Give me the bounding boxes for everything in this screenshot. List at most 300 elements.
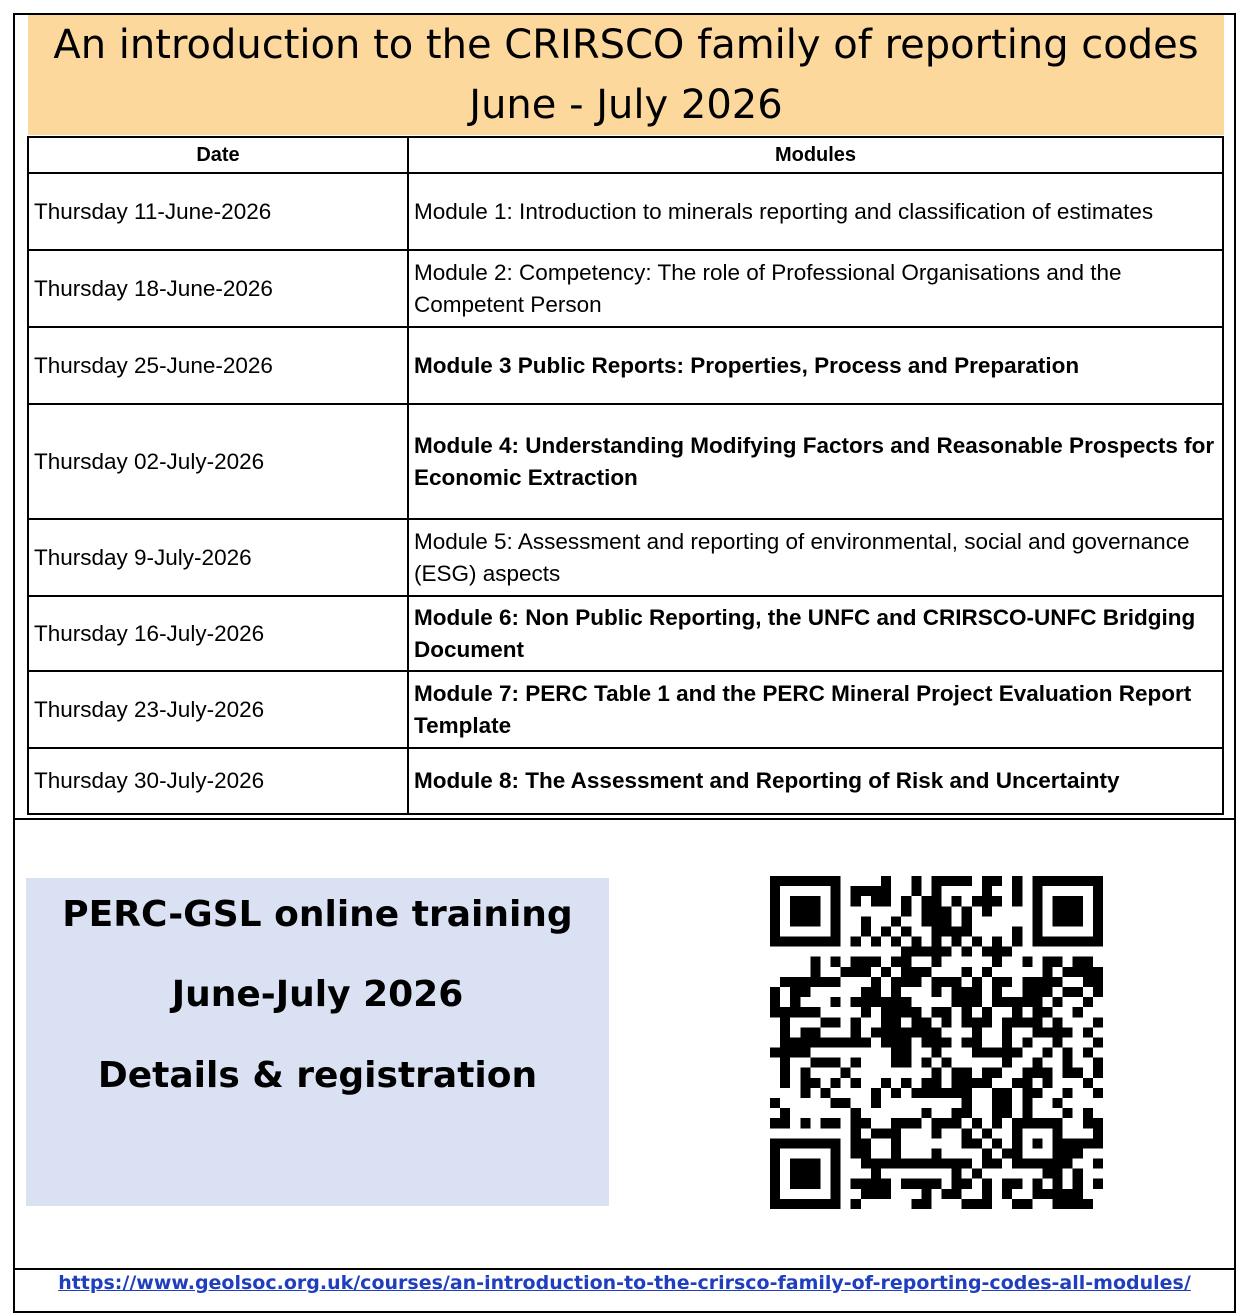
qr-module xyxy=(831,906,841,916)
qr-module xyxy=(820,1138,830,1148)
qr-module xyxy=(810,1037,820,1047)
qr-module xyxy=(1032,1068,1042,1078)
qr-module xyxy=(851,957,861,967)
qr-module xyxy=(931,947,941,957)
qr-module xyxy=(790,1159,800,1169)
qr-module xyxy=(901,967,911,977)
qr-module xyxy=(1093,896,1103,906)
qr-module xyxy=(962,1159,972,1169)
qr-module xyxy=(1053,896,1063,906)
section-divider xyxy=(13,818,1236,820)
qr-module xyxy=(831,977,841,987)
qr-module xyxy=(800,1169,810,1179)
qr-module xyxy=(1073,957,1083,967)
qr-module xyxy=(911,886,921,896)
qr-module xyxy=(790,987,800,997)
qr-module xyxy=(1093,1058,1103,1068)
qr-module xyxy=(1032,896,1042,906)
qr-module xyxy=(1053,977,1063,987)
qr-module xyxy=(891,1007,901,1017)
qr-module xyxy=(1012,997,1022,1007)
qr-module xyxy=(1042,876,1052,886)
qr-module xyxy=(921,1159,931,1169)
qr-module xyxy=(1002,1148,1012,1158)
qr-module xyxy=(1012,1138,1022,1148)
qr-module xyxy=(831,957,841,967)
qr-module xyxy=(1002,1037,1012,1047)
qr-module xyxy=(800,937,810,947)
qr-module xyxy=(820,977,830,987)
qr-module xyxy=(1022,1068,1032,1078)
qr-module xyxy=(962,987,972,997)
qr-module xyxy=(1012,1199,1022,1209)
qr-module xyxy=(810,1078,820,1088)
qr-module xyxy=(800,1078,810,1088)
qr-module xyxy=(901,1058,911,1068)
qr-module xyxy=(770,1118,780,1128)
qr-module xyxy=(962,906,972,916)
qr-module xyxy=(780,1118,790,1128)
qr-module xyxy=(770,1179,780,1189)
info-line-dates: June-July 2026 xyxy=(171,974,464,1015)
qr-module xyxy=(820,876,830,886)
qr-module xyxy=(770,1169,780,1179)
qr-module xyxy=(861,1007,871,1017)
qr-module xyxy=(1012,937,1022,947)
qr-module xyxy=(931,957,941,967)
qr-module xyxy=(901,997,911,1007)
qr-module xyxy=(841,1098,851,1108)
qr-module xyxy=(972,937,982,947)
qr-module xyxy=(790,876,800,886)
qr-module xyxy=(800,1007,810,1017)
qr-module xyxy=(1093,916,1103,926)
qr-module xyxy=(921,1189,931,1199)
qr-module xyxy=(952,1068,962,1078)
qr-module xyxy=(962,947,972,957)
qr-module xyxy=(881,1179,891,1189)
date-cell: Thursday 23-July-2026 xyxy=(28,671,408,748)
qr-module xyxy=(1042,1189,1052,1199)
footer-divider xyxy=(13,1268,1236,1270)
qr-module xyxy=(1053,1027,1063,1037)
qr-module xyxy=(1042,987,1052,997)
qr-module xyxy=(962,916,972,926)
qr-module xyxy=(810,1058,820,1068)
qr-module xyxy=(800,1088,810,1098)
qr-module xyxy=(800,1199,810,1209)
qr-module xyxy=(972,1169,982,1179)
qr-module xyxy=(810,957,820,967)
qr-module xyxy=(1012,1148,1022,1158)
qr-module xyxy=(992,957,1002,967)
qr-module xyxy=(851,1108,861,1118)
qr-module xyxy=(1083,1199,1093,1209)
qr-module xyxy=(1063,1027,1073,1037)
qr-module xyxy=(942,1189,952,1199)
qr-module xyxy=(982,886,992,896)
qr-module xyxy=(1053,916,1063,926)
qr-module xyxy=(780,1078,790,1088)
qr-module xyxy=(952,987,962,997)
qr-module xyxy=(962,1068,972,1078)
qr-module xyxy=(921,1017,931,1027)
qr-module xyxy=(1063,896,1073,906)
qr-module xyxy=(1053,1148,1063,1158)
qr-module xyxy=(982,1078,992,1088)
qr-module xyxy=(881,926,891,936)
qr-module xyxy=(1042,1169,1052,1179)
qr-module xyxy=(921,896,931,906)
table-row xyxy=(28,671,1223,748)
qr-module xyxy=(770,1098,780,1108)
qr-module xyxy=(770,1148,780,1158)
qr-module xyxy=(1053,1169,1063,1179)
qr-module xyxy=(931,1037,941,1047)
qr-module xyxy=(1063,1159,1073,1169)
qr-module xyxy=(871,997,881,1007)
qr-module xyxy=(1042,977,1052,987)
registration-link[interactable]: https://www.geolsoc.org.uk/courses/an-introduction-to-the-crirsco-family-of-reporting-codes-all-modules/ xyxy=(58,1272,1191,1294)
course-title: An introduction to the CRIRSCO family of reporting codes xyxy=(53,22,1199,68)
qr-module xyxy=(851,1078,861,1088)
qr-module xyxy=(1063,1108,1073,1118)
qr-module xyxy=(1012,1179,1022,1189)
qr-module xyxy=(810,1169,820,1179)
qr-module xyxy=(891,1118,901,1128)
qr-module xyxy=(1022,1098,1032,1108)
qr-module xyxy=(1093,937,1103,947)
qr-module xyxy=(780,1068,790,1078)
qr-module xyxy=(820,1017,830,1027)
qr-module xyxy=(931,937,941,947)
qr-module xyxy=(972,1199,982,1209)
qr-module xyxy=(1093,1017,1103,1027)
qr-module xyxy=(1012,1048,1022,1058)
qr-module xyxy=(952,937,962,947)
qr-module xyxy=(911,1007,921,1017)
qr-module xyxy=(942,916,952,926)
qr-module xyxy=(1022,957,1032,967)
qr-module xyxy=(952,1179,962,1189)
qr-module xyxy=(942,1007,952,1017)
date-cell: Thursday 30-July-2026 xyxy=(28,748,408,814)
qr-module xyxy=(1022,1088,1032,1098)
qr-module xyxy=(820,1058,830,1068)
qr-module xyxy=(1083,1078,1093,1088)
qr-module xyxy=(861,987,871,997)
qr-module xyxy=(790,916,800,926)
qr-module xyxy=(831,1159,841,1169)
qr-module xyxy=(972,1138,982,1148)
qr-module xyxy=(861,997,871,1007)
qr-module xyxy=(1093,1068,1103,1078)
qr-module xyxy=(931,1088,941,1098)
qr-module xyxy=(1032,876,1042,886)
qr-module xyxy=(992,1118,1002,1128)
qr-module xyxy=(1022,1199,1032,1209)
qr-module xyxy=(992,1088,1002,1098)
qr-module xyxy=(931,916,941,926)
qr-module xyxy=(1032,906,1042,916)
qr-module xyxy=(1083,937,1093,947)
table-row xyxy=(28,250,1223,327)
qr-module xyxy=(881,876,891,886)
qr-module xyxy=(1063,987,1073,997)
qr-module xyxy=(1002,1179,1012,1189)
table-row xyxy=(28,173,1223,250)
qr-module xyxy=(931,876,941,886)
qr-module xyxy=(891,987,901,997)
qr-module xyxy=(962,1108,972,1118)
qr-module xyxy=(800,977,810,987)
qr-module xyxy=(1032,977,1042,987)
qr-module xyxy=(790,1007,800,1017)
qr-module xyxy=(871,1128,881,1138)
qr-module xyxy=(861,916,871,926)
qr-module xyxy=(871,1159,881,1169)
qr-module xyxy=(921,1108,931,1118)
qr-module xyxy=(921,916,931,926)
qr-module xyxy=(1073,937,1083,947)
qr-module xyxy=(982,1017,992,1027)
qr-module xyxy=(871,987,881,997)
qr-module xyxy=(1073,916,1083,926)
qr-module xyxy=(800,1037,810,1047)
qr-module xyxy=(982,896,992,906)
qr-module xyxy=(780,1027,790,1037)
qr-module xyxy=(871,1169,881,1179)
qr-module xyxy=(921,1088,931,1098)
qr-module xyxy=(881,1189,891,1199)
qr-module xyxy=(962,1128,972,1138)
module-cell: Module 3 Public Reports: Properties, Process and Preparation xyxy=(408,327,1223,404)
qr-module xyxy=(952,1108,962,1118)
qr-module xyxy=(962,1098,972,1108)
qr-module xyxy=(992,977,1002,987)
qr-module xyxy=(962,997,972,1007)
qr-module xyxy=(1032,1058,1042,1068)
qr-module xyxy=(911,1017,921,1027)
qr-module xyxy=(972,987,982,997)
qr-module xyxy=(851,1118,861,1128)
qr-module xyxy=(810,1007,820,1017)
qr-module xyxy=(921,1199,931,1209)
qr-module xyxy=(982,1179,992,1189)
qr-module xyxy=(800,1179,810,1189)
qr-module xyxy=(780,977,790,987)
qr-module xyxy=(1032,1118,1042,1128)
modules-column-header: Modules xyxy=(408,137,1223,173)
qr-module xyxy=(780,1048,790,1058)
qr-module xyxy=(1002,1027,1012,1037)
qr-module xyxy=(1022,997,1032,1007)
qr-module xyxy=(962,1199,972,1209)
qr-module xyxy=(780,1007,790,1017)
qr-module xyxy=(992,896,1002,906)
qr-module xyxy=(891,1148,901,1158)
qr-module xyxy=(911,1118,921,1128)
qr-module xyxy=(780,1017,790,1027)
qr-module xyxy=(952,876,962,886)
qr-module xyxy=(851,967,861,977)
qr-module xyxy=(1093,977,1103,987)
qr-module xyxy=(1063,1138,1073,1148)
qr-module xyxy=(810,906,820,916)
qr-module xyxy=(770,997,780,1007)
qr-module xyxy=(770,906,780,916)
qr-module xyxy=(1073,906,1083,916)
qr-module xyxy=(881,967,891,977)
qr-module xyxy=(810,876,820,886)
qr-module xyxy=(921,947,931,957)
table-row xyxy=(28,596,1223,671)
module-cell: Module 1: Introduction to minerals reporting and classification of estimates xyxy=(408,173,1223,250)
qr-module xyxy=(861,967,871,977)
date-column-header: Date xyxy=(28,137,408,173)
qr-module xyxy=(1012,876,1022,886)
qr-module xyxy=(962,926,972,936)
qr-module xyxy=(841,1037,851,1047)
qr-module xyxy=(1073,1189,1083,1199)
qr-module xyxy=(1012,1078,1022,1088)
qr-module xyxy=(790,1199,800,1209)
qr-module xyxy=(851,896,861,906)
qr-module xyxy=(800,1048,810,1058)
qr-module xyxy=(1012,1159,1022,1169)
qr-module xyxy=(1053,997,1063,1007)
qr-module xyxy=(1073,876,1083,886)
qr-module xyxy=(952,1088,962,1098)
qr-module xyxy=(780,1199,790,1209)
qr-module xyxy=(901,1048,911,1058)
qr-module xyxy=(931,886,941,896)
qr-module xyxy=(1022,987,1032,997)
qr-module xyxy=(1053,1199,1063,1209)
qr-module xyxy=(770,937,780,947)
qr-module xyxy=(810,1179,820,1189)
qr-module xyxy=(1042,1159,1052,1169)
qr-module xyxy=(891,997,901,1007)
qr-module xyxy=(931,987,941,997)
module-cell: Module 2: Competency: The role of Professional Organisations and the Competent Person xyxy=(408,250,1223,327)
qr-module xyxy=(871,886,881,896)
qr-module xyxy=(1002,1189,1012,1199)
qr-module xyxy=(901,977,911,987)
qr-module xyxy=(871,1179,881,1189)
qr-module xyxy=(861,1159,871,1169)
qr-module xyxy=(952,1189,962,1199)
qr-module xyxy=(982,947,992,957)
qr-module xyxy=(921,1078,931,1088)
qr-module xyxy=(962,1179,972,1189)
qr-module xyxy=(901,906,911,916)
qr-module xyxy=(901,1179,911,1189)
module-cell: Module 7: PERC Table 1 and the PERC Mineral Project Evaluation Report Template xyxy=(408,671,1223,748)
qr-module xyxy=(982,1189,992,1199)
qr-module xyxy=(1063,1058,1073,1068)
qr-module xyxy=(911,1159,921,1169)
qr-module xyxy=(1053,1128,1063,1138)
qr-module xyxy=(861,926,871,936)
qr-module xyxy=(831,1037,841,1047)
qr-module xyxy=(1083,1108,1093,1118)
qr-module xyxy=(1063,967,1073,977)
qr-module xyxy=(901,926,911,936)
qr-module xyxy=(911,1027,921,1037)
module-cell: Module 5: Assessment and reporting of environmental, social and governance (ESG) aspects xyxy=(408,519,1223,596)
qr-module xyxy=(1012,1118,1022,1128)
qr-module xyxy=(851,1017,861,1027)
qr-module xyxy=(831,937,841,947)
qr-module xyxy=(891,1138,901,1148)
qr-module xyxy=(942,947,952,957)
qr-module xyxy=(1022,1108,1032,1118)
qr-module xyxy=(1073,1169,1083,1179)
qr-module xyxy=(871,896,881,906)
qr-module xyxy=(891,1027,901,1037)
qr-module xyxy=(1032,1138,1042,1148)
qr-module xyxy=(1053,1159,1063,1169)
qr-code-icon[interactable] xyxy=(770,876,1103,1209)
qr-module xyxy=(1012,1128,1022,1138)
qr-module xyxy=(992,1048,1002,1058)
qr-module xyxy=(851,1179,861,1189)
qr-module xyxy=(1002,947,1012,957)
qr-module xyxy=(881,886,891,896)
qr-module xyxy=(942,1037,952,1047)
qr-module xyxy=(770,1199,780,1209)
qr-module xyxy=(952,1118,962,1128)
qr-module xyxy=(942,1088,952,1098)
qr-module xyxy=(942,1159,952,1169)
qr-module xyxy=(972,977,982,987)
qr-module xyxy=(1053,1118,1063,1128)
qr-module xyxy=(931,1007,941,1017)
qr-module xyxy=(1032,987,1042,997)
qr-module xyxy=(911,1179,921,1189)
qr-module xyxy=(810,967,820,977)
qr-module xyxy=(931,1068,941,1078)
qr-module xyxy=(800,1118,810,1128)
qr-module xyxy=(931,896,941,906)
qr-module xyxy=(891,1159,901,1169)
qr-module xyxy=(972,1027,982,1037)
qr-module xyxy=(972,1118,982,1128)
qr-module xyxy=(1042,1068,1052,1078)
qr-module xyxy=(921,1058,931,1068)
qr-module xyxy=(982,967,992,977)
qr-module xyxy=(881,1017,891,1027)
qr-module xyxy=(1063,1068,1073,1078)
qr-module xyxy=(1073,1138,1083,1148)
qr-module xyxy=(1063,1088,1073,1098)
qr-module xyxy=(831,1199,841,1209)
qr-module xyxy=(1022,1159,1032,1169)
qr-module xyxy=(770,1048,780,1058)
qr-module xyxy=(841,967,851,977)
qr-module xyxy=(1042,1078,1052,1088)
qr-module xyxy=(800,1138,810,1148)
qr-module xyxy=(992,997,1002,1007)
qr-module xyxy=(1022,1118,1032,1128)
qr-module xyxy=(992,937,1002,947)
qr-module xyxy=(901,1078,911,1088)
qr-module xyxy=(820,1037,830,1047)
qr-module xyxy=(1002,1098,1012,1108)
qr-module xyxy=(931,1078,941,1088)
date-cell: Thursday 16-July-2026 xyxy=(28,596,408,671)
